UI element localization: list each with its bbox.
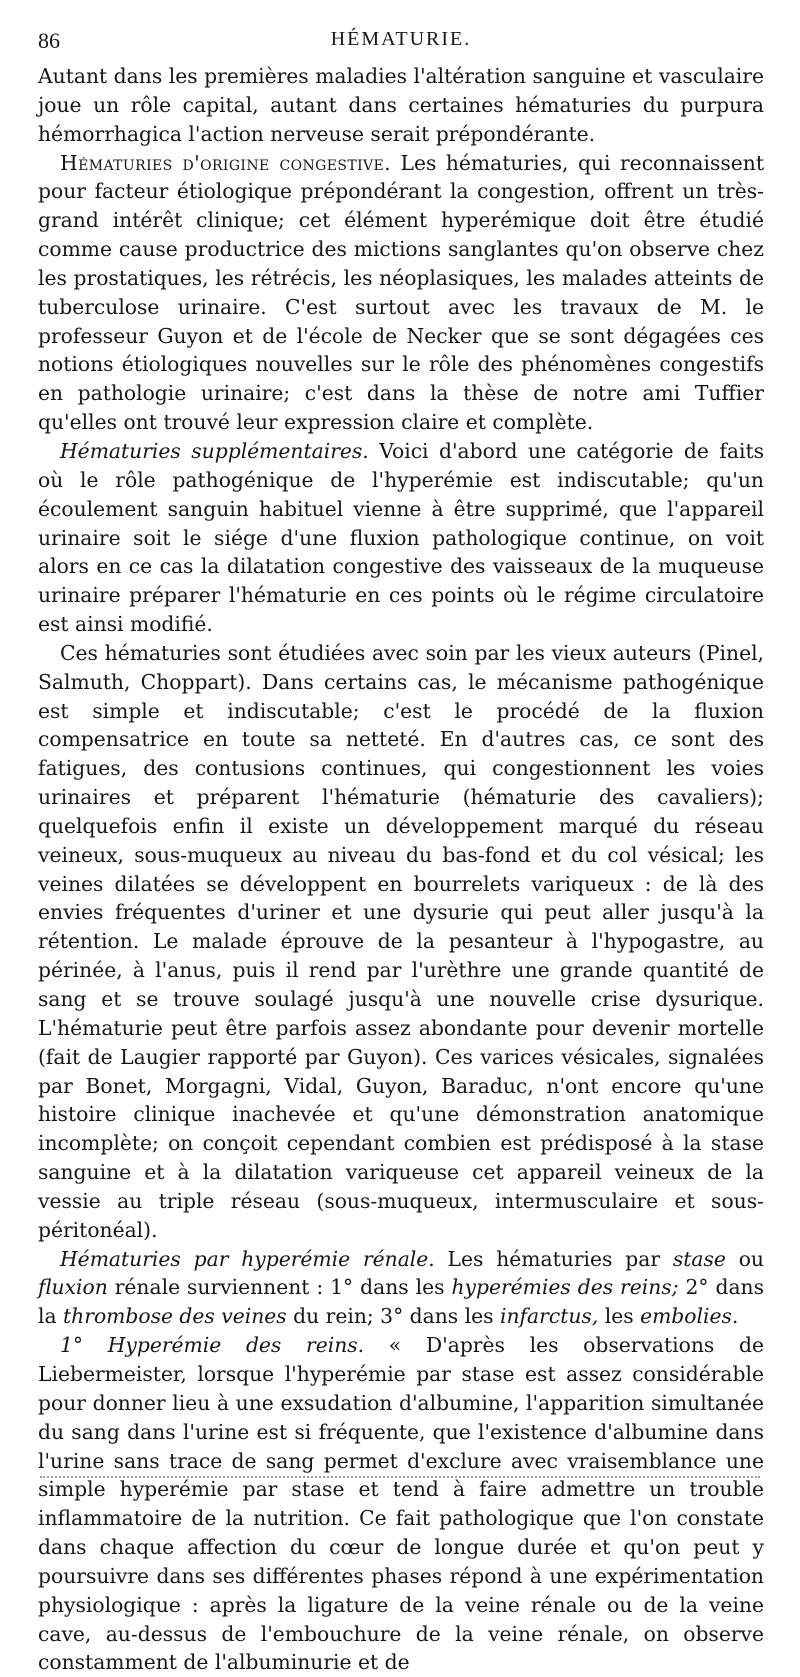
- paragraph-3-text: Voici d'abord une catégorie de faits où le rôle pathogénique de l'hyperémie est indiscutable; qu'un écoulement sanguin habituel vienne à être supprimé, que l'appareil urinaire soit le siége d'une fluxion pathologique continue, on voit alors en ce cas la dilatation congestive des vaisseaux de la muqueuse urinaire préparer l'hématurie en ces points où le régime circulatoire est ainsi modifié.: [38, 438, 764, 637]
- paragraph-6: [38, 1331, 764, 1677]
- paragraph-4-text: Ces hématuries sont étudiées avec soin par les vieux auteurs (Pinel, Salmuth, Choppart). Dans certains cas, le mécanisme pathogénique est simple et indiscutable; c'est le procédé de la fluxion compensatrice en toute sa netteté. En d'autres cas, ce sont des fatigues, des contusions continues, qui congestionnent les voies urinaires et préparent l'hématurie (hématurie des cavaliers); quelquefois enfin il existe un développement marqué du réseau veineux, sous-muqueux au niveau du bas-fond et du col vésical; les veines dilatées se développent en bourrelets variqueux : de là des envies fréquentes d'uriner et une dysurie qui peut aller jusqu'à la rétention. Le malade éprouve de la pesanteur à l'hypogastre, au périnée, à l'anus, puis il rend par l'urèthre une grande quantité de sang et se trouve soulagé jusqu'à une nouvelle crise dysurique. L'hématurie peut être parfois assez abondante pour devenir mortelle (fait de Laugier rapporté par Guyon). Ces varices vésicales, signalées par Bonet, Morgagni, Vidal, Guyon, Baraduc, n'ont encore qu'une histoire clinique inachevée et qu'une démonstration anatomique incomplète; on conçoit cependant combien est prédisposé à la stase sanguine et à la dilatation variqueuse cet appareil veineux de la vessie au triple réseau (sous-muqueux, intermusculaire et sous-péritonéal).: [38, 640, 764, 1242]
- paragraph-5-text-c: 2° dans la: [38, 1275, 765, 1329]
- page-header: [38, 28, 764, 56]
- term-thrombose: thrombose des veines: [63, 1304, 287, 1329]
- term-hyperemies: hyperémies des reins;: [451, 1275, 679, 1300]
- body-text: [38, 62, 764, 1677]
- paragraph-5: [38, 1245, 764, 1332]
- footer-dotted-rule: [40, 1476, 760, 1478]
- paragraph-1: [38, 62, 764, 149]
- heading-hyperemie-reins: 1° Hyperémie des reins.: [60, 1333, 365, 1358]
- paragraph-3: [38, 437, 764, 639]
- paragraph-2: [38, 149, 764, 437]
- paragraph-6-text: « D'après les observations de Liebermeister, lorsque l'hyperémie par stase est assez considérable pour donner lieu à une exsudation d'albumine, l'apparition simultanée du sang dans l'urine est si fréquente, que l'existence d'albumine dans l'urine sans trace de sang permet d'exclure avec vraisemblance une simple hyperémie par stase et tend à faire admettre un trouble inflammatoire de la nutrition. Ce fait pathologique que l'on constate dans chaque affection du cœur de longue durée et qu'on peut y poursuivre dans ses différentes phases répond à une expérimentation physiologique : après la ligature de la veine rénale ou de la veine cave, au-dessus de l'embouchure de la veine rénale, on observe constamment de l'albuminurie et de: [38, 1333, 764, 1675]
- paragraph-4: [38, 639, 764, 1245]
- paragraph-2-text: Les hématuries, qui reconnaissent pour facteur étiologique prépondérant la congestion, offrent un très-grand intérêt clinique; cet élément hyperémique doit être étudié comme cause productrice des mictions sanglantes qu'on observe chez les prostatiques, les rétrécis, les néoplasiques, les malades atteints de tuberculose urinaire. C'est surtout avec les travaux de M. le professeur Guyon et de l'école de Necker que se sont dégagées ces notions étiologiques nouvelles sur le rôle des phénomènes congestifs en pathologie urinaire; c'est dans la thèse de notre ami Tuffier qu'elles ont trouvé leur expression claire et complète.: [38, 150, 764, 435]
- heading-supplementaires: Hématuries supplémentaires.: [60, 438, 369, 463]
- section-heading-congestive: Hématuries d'origine congestive.: [60, 150, 391, 175]
- heading-hyperemie-renale: Hématuries par hyperémie rénale.: [60, 1246, 435, 1271]
- running-title: HÉMATURIE.: [330, 28, 472, 50]
- term-embolies: embolies.: [640, 1304, 739, 1329]
- paragraph-1-text: Autant dans les premières maladies l'altération sanguine et vasculaire joue un rôle capital, autant dans certaines hématuries du purpura hémorrhagica l'action nerveuse serait prépondérante.: [38, 64, 764, 146]
- page-number: 86: [38, 28, 60, 53]
- paragraph-5-text-a: Les hématuries par: [434, 1246, 673, 1271]
- paragraph-5-text-e: les: [598, 1304, 641, 1329]
- paragraph-5-text-d: du rein; 3° dans les: [286, 1304, 500, 1329]
- term-stase: stase: [672, 1246, 726, 1271]
- paragraph-5-text-b: rénale surviennent : 1° dans les: [107, 1275, 452, 1300]
- term-fluxion: fluxion: [38, 1275, 108, 1300]
- term-infarctus: infarctus,: [500, 1304, 599, 1329]
- paragraph-5-ou: ou: [725, 1246, 764, 1271]
